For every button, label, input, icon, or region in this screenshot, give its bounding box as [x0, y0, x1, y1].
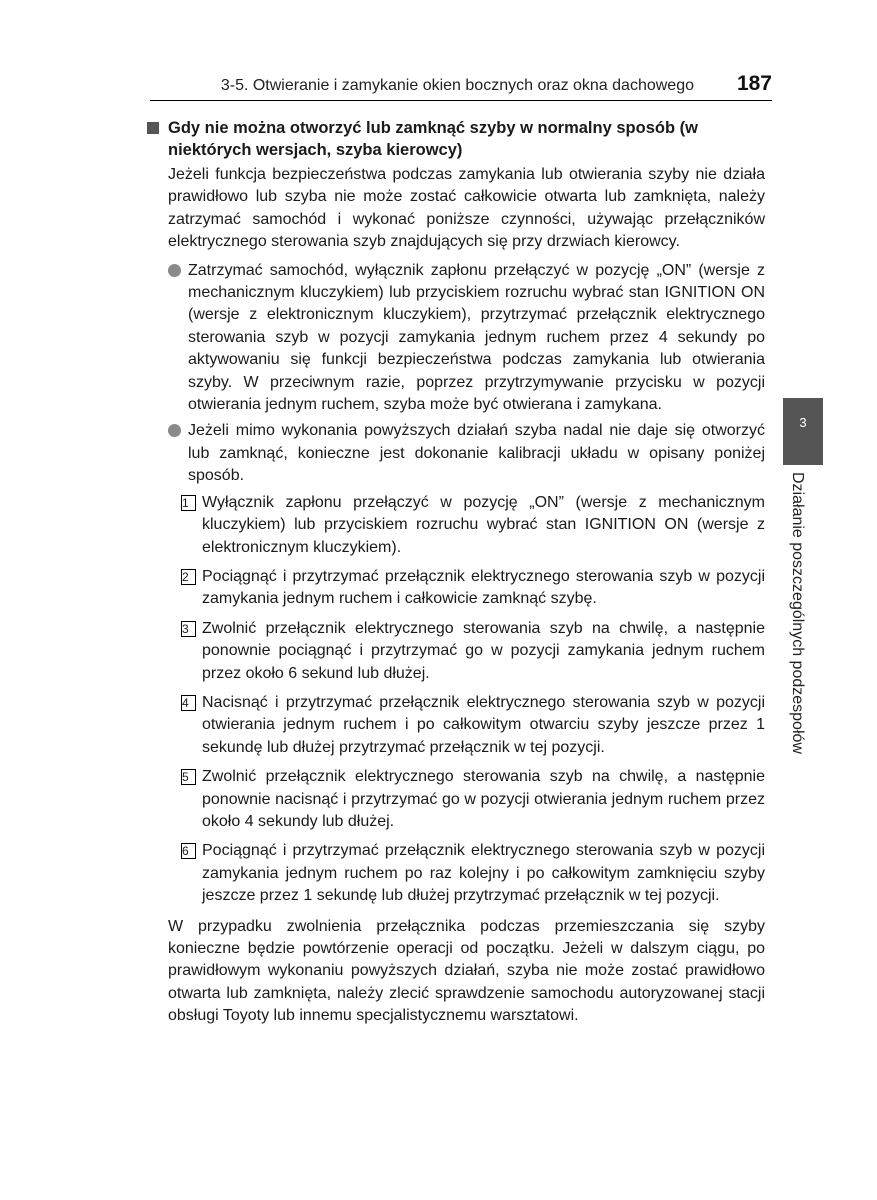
bullet-item [168, 260, 765, 417]
bullet-item [168, 420, 765, 487]
chapter-tab-number: 3 [799, 415, 807, 430]
step-item [181, 692, 765, 759]
closing-paragraph: W przypadku zwolnienia przełącznika podczas przemieszczania się szyby konieczne będzie powtórzenie operacji od początku. Jeżeli w dalszym ciągu, po prawidłowym wykonaniu powyższych działań, szyba nie może zostać prawidłowo otwarta lub zamknięta, należy zlecić sprawdzenie samochodu autoryzowanej stacji obsługi Toyoty lub innemu specjalistycznemu warsztatowi. [168, 917, 765, 1025]
step-number: 6 [181, 843, 196, 859]
main-content [147, 117, 765, 1028]
step-text: Pociągnąć i przytrzymać przełącznik elektrycznego sterowania szyb w pozycji zamykania jednym ruchem i całkowicie zamknąć szybę. [202, 567, 765, 608]
square-bullet-icon [147, 122, 159, 134]
chapter-side-label-text: Działanie poszczególnych podzespołów [789, 472, 806, 754]
step-item [181, 618, 765, 685]
chapter-side-label [782, 472, 812, 792]
bullet-text: Zatrzymać samochód, wyłącznik zapłonu przełączyć w pozycję „ON” (wersje z mechanicznym kluczykiem) lub przyciskiem rozruchu wybrać stan IGNITION ON (wersje z elektronicznym kluczykiem), przytrzymać przełącznik elektrycznego sterowania szyb w pozycji zamykania jednym ruchem przez 4 sekundy po aktywowaniu się funkcji bezpieczeństwa podczas zamykania lub otwierania szyby. W przeciwnym razie, poprzez przytrzymywanie przycisku w pozycji otwierania jednym ruchem, szyba może być otwierana i zamykana. [188, 261, 765, 414]
intro-paragraph: Jeżeli funkcja bezpieczeństwa podczas zamykania lub otwierania szyby nie działa prawidłowo lub szyba nie może zostać całkowicie otwarta lub zamknięta, należy zatrzymać samochód i wykonać poniższe czynności, używając przełączników elektrycznego sterowania szyb znajdujących się przy drzwiach kierowcy. [168, 166, 765, 251]
step-item [181, 840, 765, 907]
step-text: Wyłącznik zapłonu przełączyć w pozycję „ON” (wersje z mechanicznym kluczykiem) lub przyciskiem rozruchu wybrać stan IGNITION ON (wersje z elektronicznym kluczykiem). [202, 493, 765, 556]
step-number: 4 [181, 695, 196, 711]
step-number: 3 [181, 621, 196, 637]
step-item [181, 566, 765, 611]
step-text: Zwolnić przełącznik elektrycznego sterowania szyb na chwilę, a następnie ponownie pociągnąć i przytrzymać go w pozycji zamykania jednym ruchem przez około 6 sekund lub dłużej. [202, 619, 765, 682]
step-text: Nacisnąć i przytrzymać przełącznik elektrycznego sterowania szyb w pozycji otwierania jednym ruchem i po całkowitym otwarciu szyby jeszcze przez 1 sekundę lub dłużej przytrzymać przełącznik w tej pozycji. [202, 693, 765, 756]
step-item [181, 492, 765, 559]
page-header [150, 62, 772, 101]
section-heading [147, 117, 765, 161]
step-number: 2 [181, 569, 196, 585]
section-heading-text: Gdy nie można otworzyć lub zamknąć szyby w normalny sposób (w niektórych wersjach, szyba kierowcy) [168, 119, 698, 159]
step-number: 1 [181, 495, 196, 511]
chapter-tab [783, 398, 823, 465]
step-item [181, 766, 765, 833]
round-bullet-icon [168, 424, 181, 437]
round-bullet-icon [168, 264, 181, 277]
step-text: Pociągnąć i przytrzymać przełącznik elektrycznego sterowania szyb w pozycji zamykania jednym ruchem po raz kolejny i po całkowitym zamknięciu szyby jeszcze przez 1 sekundę lub dłużej przytrzymać przełącznik w tej pozycji. [202, 842, 765, 905]
bullet-text: Jeżeli mimo wykonania powyższych działań szyba nadal nie daje się otworzyć lub zamknąć, konieczne jest dokonanie kalibracji układu w opisany poniżej sposób. [188, 422, 765, 485]
page-number: 187 [736, 72, 772, 95]
step-number: 5 [181, 769, 196, 785]
chapter-section-title: 3-5. Otwieranie i zamykanie okien bocznych oraz okna dachowego [220, 77, 694, 94]
step-text: Zwolnić przełącznik elektrycznego sterowania szyb na chwilę, a następnie ponownie nacisnąć i przytrzymać go w pozycji otwierania jednym ruchem przez około 4 sekundy lub dłużej. [202, 768, 765, 830]
